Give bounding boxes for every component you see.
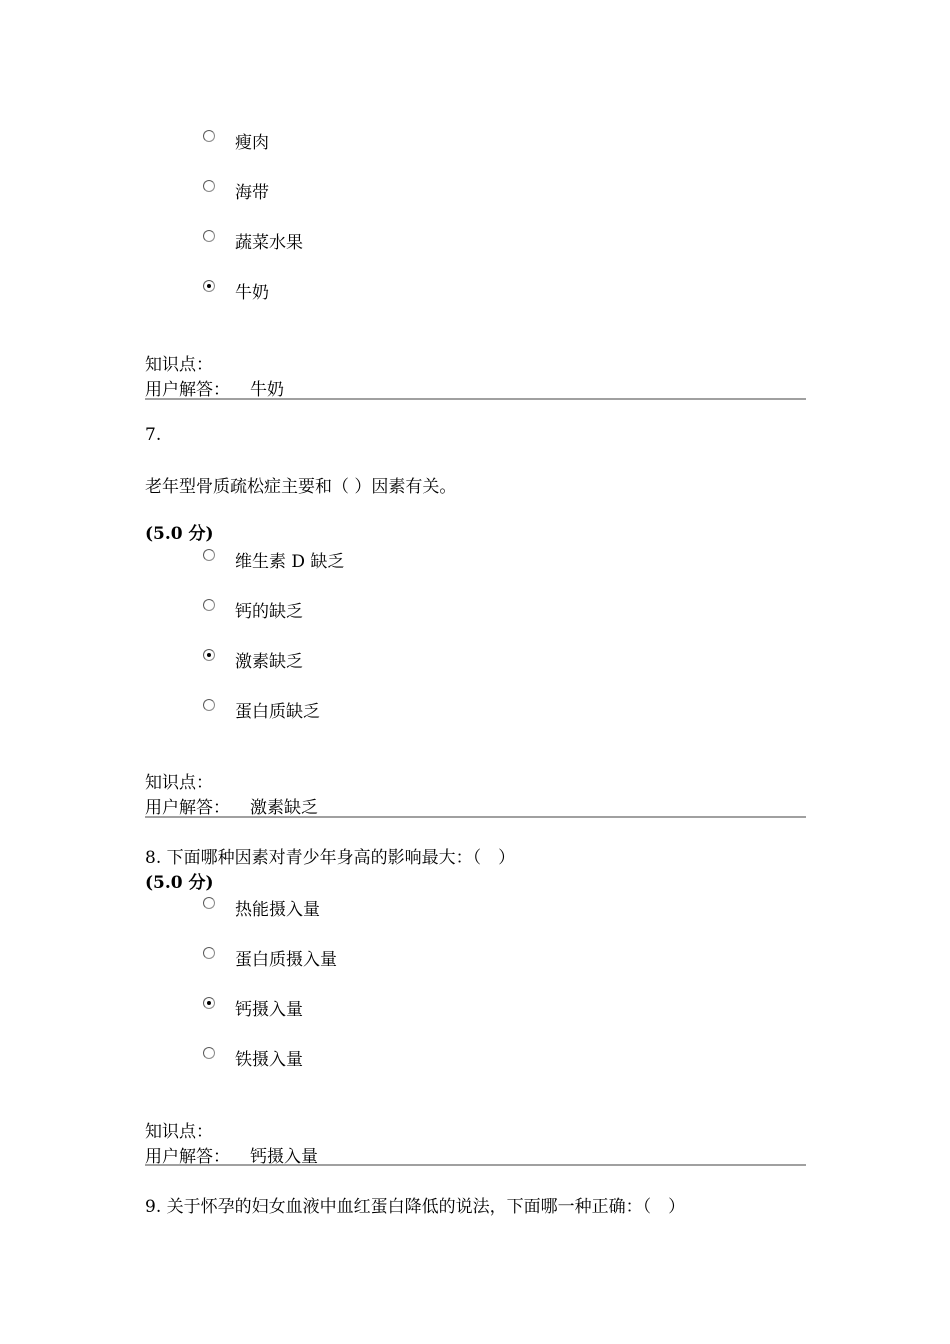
option-label: 激素缺乏 — [235, 652, 303, 672]
radio-button[interactable] — [203, 230, 215, 242]
radio-button-selected[interactable] — [203, 280, 215, 292]
radio-button-selected[interactable] — [203, 649, 215, 661]
user-answer — [145, 375, 284, 400]
radio-button[interactable] — [203, 1047, 215, 1059]
radio-button[interactable] — [203, 599, 215, 611]
user-answer-label: 用户解答： — [145, 798, 230, 818]
user-answer-value: 激素缺乏 — [250, 798, 318, 818]
option-label: 钙摄入量 — [235, 1000, 303, 1020]
radio-button[interactable] — [203, 549, 215, 561]
divider — [145, 1164, 806, 1166]
knowledge-point-label: 知识点： — [145, 1122, 213, 1142]
option-label: 钙的缺乏 — [235, 602, 303, 622]
option-label: 蛋白质缺乏 — [235, 702, 320, 722]
user-answer-label: 用户解答： — [145, 1147, 230, 1167]
knowledge-point-label: 知识点： — [145, 773, 213, 793]
divider — [145, 816, 806, 818]
radio-button[interactable] — [203, 947, 215, 959]
user-answer-value: 钙摄入量 — [250, 1147, 318, 1167]
divider — [145, 398, 806, 400]
option-label: 维生素 D 缺乏 — [235, 552, 345, 572]
option-label: 热能摄入量 — [235, 900, 320, 920]
option-label: 瘦肉 — [235, 133, 269, 153]
option-label: 蔬菜水果 — [235, 233, 303, 253]
option-label: 蛋白质摄入量 — [235, 950, 337, 970]
option-label: 铁摄入量 — [235, 1050, 303, 1070]
option-label: 海带 — [235, 183, 269, 203]
question-text: 8. 下面哪种因素对青少年身高的影响最大：（ ） — [145, 848, 516, 868]
question-score: (5.0 分) — [145, 873, 214, 893]
option-label: 牛奶 — [235, 283, 269, 303]
user-answer-value: 牛奶 — [250, 380, 284, 400]
question-text: 老年型骨质疏松症主要和（ ）因素有关。 — [145, 477, 457, 497]
radio-button[interactable] — [203, 180, 215, 192]
radio-button-selected[interactable] — [203, 997, 215, 1009]
radio-button[interactable] — [203, 699, 215, 711]
user-answer — [145, 793, 318, 818]
radio-button[interactable] — [203, 130, 215, 142]
radio-button[interactable] — [203, 897, 215, 909]
question-score: (5.0 分) — [145, 524, 214, 544]
knowledge-point-label: 知识点： — [145, 355, 213, 375]
user-answer-label: 用户解答： — [145, 380, 230, 400]
question-text: 9. 关于怀孕的妇女血液中血红蛋白降低的说法，下面哪一种正确：（ ） — [145, 1197, 686, 1217]
question-number: 7. — [145, 425, 162, 445]
